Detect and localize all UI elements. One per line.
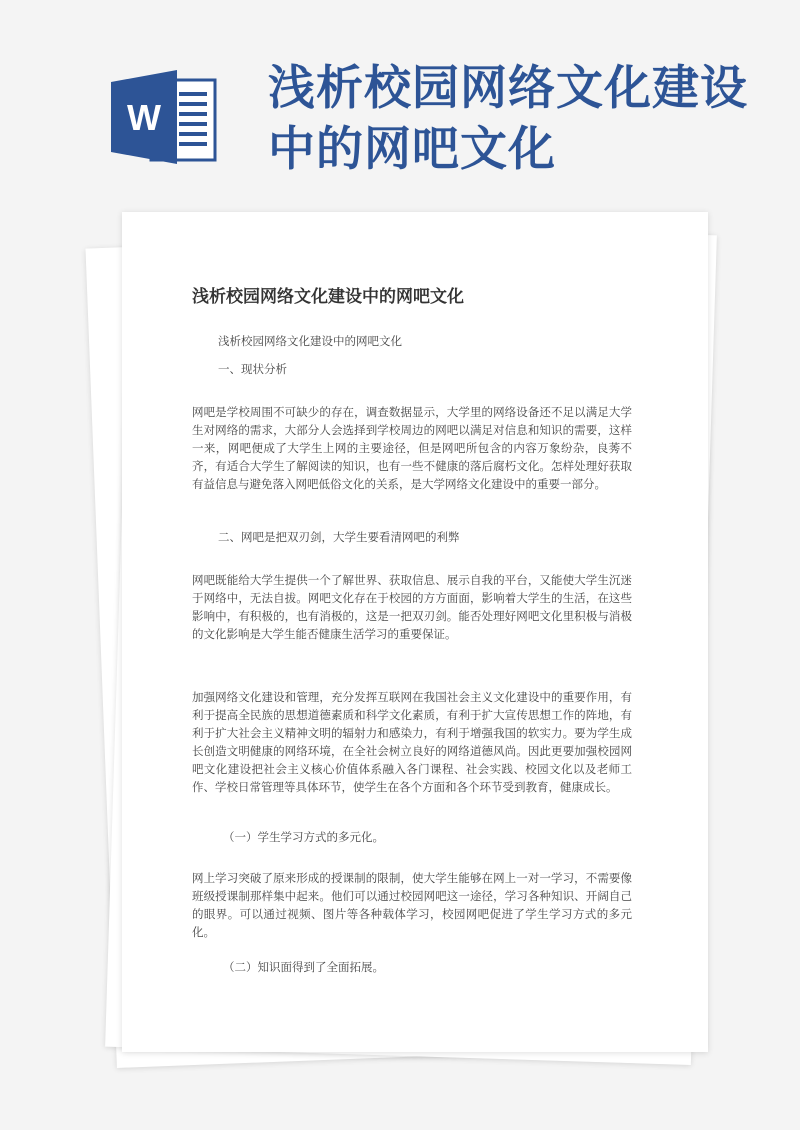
paragraph: 网吧是学校周围不可缺少的存在，调查数据显示，大学里的网络设备还不足以满足大学生对网络的需求，大部分人会选择到学校周边的网吧以满足对信息和知识的需要，这样一来，网吧便成了大学生上网的主要途径，但是网吧所包含的内容万象纷杂，良莠不齐，有适合大学生了解阅读的知识，也有一些不健康的落后腐朽文化。怎样处理好获取有益信息与避免落入网吧低俗文化的关系，是大学网络文化建设中的重要一部分。 [192, 405, 632, 491]
document-title: 浅析校园网络文化建设中的网吧文化 [192, 287, 464, 307]
word-document-icon [107, 68, 225, 166]
header-title: 浅析校园网络文化建设中的网吧文化 [268, 61, 748, 177]
document-subtitle: 浅析校园网络文化建设中的网吧文化 [218, 334, 402, 348]
section-heading: 二、网吧是把双刃剑，大学生要看清网吧的利弊 [218, 530, 460, 544]
subsection-heading: （一）学生学习方式的多元化。 [223, 830, 384, 844]
paragraph: 加强网络文化建设和管理，充分发挥互联网在我国社会主义文化建设中的重要作用，有利于提高全民族的思想道德素质和科学文化素质，有利于扩大宣传思想工作的阵地，有利于扩大社会主义精神文明的辐射力和感染力，有利于增强我国的软实力。要为学生成长创造文明健康的网络环境，在全社会树立良好的网络道德风尚。因此更要加强校园网吧文化建设把社会主义核心价值体系融入各门课程、社会实践、校园文化以及老师工作、学校日常管理等具体环节，使学生在各个方面和各个环节受到教育，健康成长。 [192, 690, 632, 794]
word-icon-letter: W [127, 97, 161, 138]
document-page [122, 212, 708, 1052]
paragraph: 网吧既能给大学生提供一个了解世界、获取信息、展示自我的平台，又能使大学生沉迷于网络中，无法自拔。网吧文化存在于校园的方方面面，影响着大学生的生活，在这些影响中，有积极的，也有消极的，这是一把双刃剑。能否处理好网吧文化里积极与消极的文化影响是大学生能否健康生活学习的重要保证。 [192, 573, 632, 641]
section-heading: 一、现状分析 [218, 362, 287, 376]
paragraph: 网上学习突破了原来形成的授课制的限制，使大学生能够在网上一对一学习，不需要像班级授课制那样集中起来。他们可以通过校园网吧这一途径，学习各种知识、开阔自己的眼界。可以通过视频、图片等各种载体学习，校园网吧促进了学生学习方式的多元化。 [192, 871, 632, 939]
subsection-heading: （二）知识面得到了全面拓展。 [223, 960, 384, 974]
